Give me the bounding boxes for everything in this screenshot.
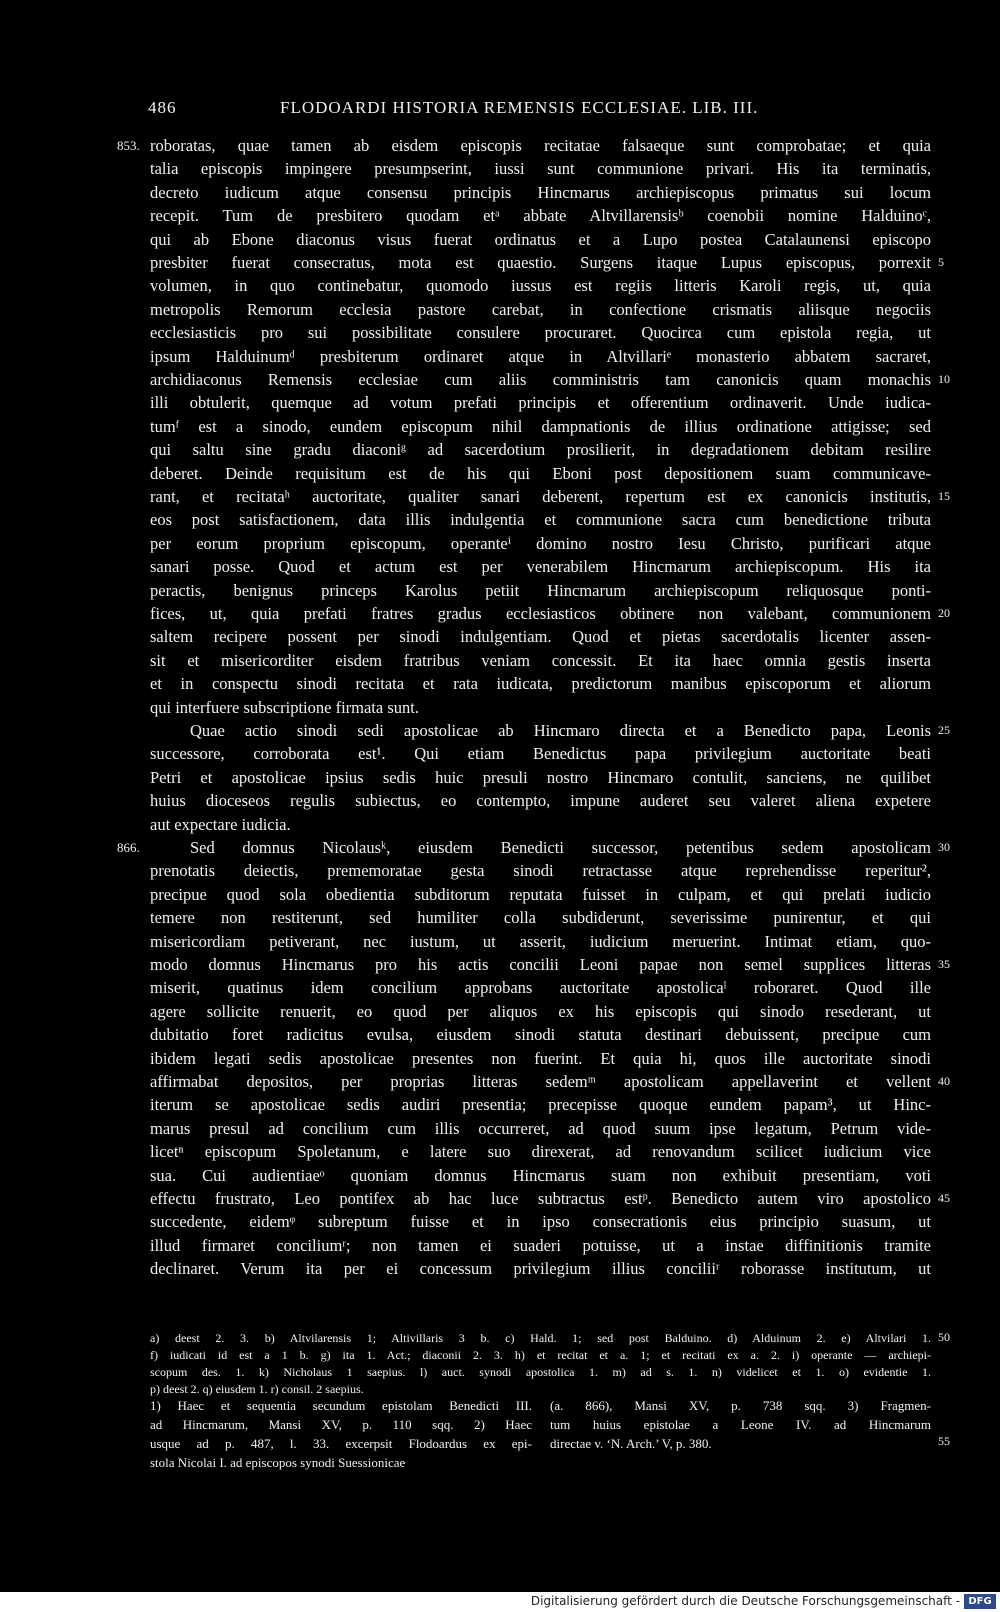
line-number: 5: [938, 255, 944, 269]
body-line: huius dioceseos regulis subiectus, eo contempto, impune auderet seu valeret aliena expetere: [150, 791, 931, 811]
body-line: recepit. Tum de presbitero quodam etᵃ abbate Altvillarensisᵇ coenobii nomine Halduinoᶜ,: [150, 206, 931, 226]
body-line: qui ab Ebone diaconus visus fuerat ordinatus et a Lupo postea Catalaunensi episcopo: [150, 229, 931, 249]
body-line: Sed domnus Nicolausᵏ, eiusdem Benedicti successor, petentibus sedem apostolicam: [190, 838, 931, 857]
line-number: 40: [938, 1074, 950, 1088]
body-line: rant, et recitataʰ auctoritate, qualiter sanari deberent, repertum est ex canonicis institutis,: [150, 487, 931, 506]
body-line: marus presul ad concilium cum illis occurreret, ad quod suum ipse legatum, Petrum vide-: [150, 1118, 931, 1138]
critical-apparatus-line: p) deest 2. q) eiusdem 1. r) consil. 2 saepius.: [150, 1382, 364, 1396]
body-line: roboratas, quae tamen ab eisdem episcopis recitatae falsaeque sunt comprobatae; et quia: [150, 136, 931, 155]
body-line: archidiaconus Remensis ecclesiae cum aliis comministris tam canonicis quam monachis: [150, 370, 931, 389]
body-line: presbiter fuerat consecratus, mota est quaestio. Surgens itaque Lupus episcopus, porrexit: [150, 253, 931, 272]
source-note-left: usque ad p. 487, l. 33. excerpsit Flodoardus ex epi-: [150, 1436, 532, 1451]
body-line: qui saltu sine gradu diaconiᵍ ad sacerdotium prosilierit, in degradationem debitam resilire: [150, 440, 931, 460]
line-number: 30: [938, 840, 950, 854]
source-note-right: tum huius epistolae a Leone IV. ad Hincmarum: [550, 1417, 931, 1432]
body-line: decreto iudicum atque consensu principis Hincmarus archiepiscopus primatus sui locum: [150, 182, 931, 202]
body-line: ipsum Halduinumᵈ presbiterum ordinaret atque in Altvillariᵉ monasterio abbatem sacraret,: [150, 346, 931, 366]
body-line: fices, ut, quia prefati fratres gradus ecclesiasticos obtinere non valebant, communionem: [150, 604, 931, 623]
body-line: miserit, quatinus idem concilium approbans auctoritate apostolicaˡ roboraret. Quod ille: [150, 978, 931, 998]
body-line: Quae actio sinodi sedi apostolicae ab Hincmaro directa et a Benedicto papa, Leonis: [190, 721, 931, 740]
body-line: prenotatis deiectis, prememoratae gesta sinodi retractasse atque reprehendisse reperitur²,: [150, 861, 931, 881]
body-line: iterum se apostolicae sedis audiri presentia; precepisse quoque eundem papam³, ut Hinc-: [150, 1095, 931, 1115]
line-number: 35: [938, 957, 950, 971]
body-line: aut expectare iudicia.: [150, 814, 291, 834]
line-number: 55: [938, 1434, 950, 1448]
body-line: illi obtulerit, quemque ad votum prefati principis et offerentium ordinaverit. Unde iudica-: [150, 393, 931, 413]
source-note-left: stola Nicolai I. ad episcopos synodi Suessionicae: [150, 1455, 406, 1470]
margin-year: 866.: [117, 840, 140, 855]
body-line: modo domnus Hincmarus pro his actis concilii Leoni papae non semel supplices litteras: [150, 955, 931, 974]
line-number: 25: [938, 723, 950, 737]
body-line: deberet. Deinde requisitum est de his qui Eboni post depositionem suam communicave-: [150, 463, 931, 483]
body-line: et in conspectu sinodi recitata et rata iudicata, predictorum manibus episcoporum et aliorum: [150, 674, 931, 694]
body-line: ibidem legati sedis apostolicae presentes non fuerint. Et quia hi, quos ille auctoritate sinodi: [150, 1048, 931, 1068]
body-line: declinaret. Verum ita per ei concessum privilegium illius conciliiʳ roborasse institutum, ut: [150, 1259, 931, 1279]
body-line: illud firmaret conciliumʳ; non tamen ei suaderi potuisse, ut a instae diffinitionis tramite: [150, 1235, 931, 1255]
critical-apparatus-line: scopum des. 1. k) Nicholaus 1 saepius. l) auct. synodi apostolica 1. m) ad s. 1. n) videlicet et 1. o) evidentie 1.: [150, 1365, 931, 1379]
line-number: 50: [938, 1330, 950, 1344]
critical-apparatus-line: a) deest 2. 3. b) Altvilarensis 1; Altivillaris 3 b. c) Hald. 1; sed post Balduino. d) Alduinum 2. e) Altvilari 1.: [150, 1331, 931, 1345]
source-note-right: (a. 866), Mansi XV, p. 738 sqq. 3) Fragmen-: [550, 1398, 931, 1413]
line-number: 10: [938, 372, 950, 386]
body-line: dubitatio foret radicitus evulsa, eiusdem sinodi statuta destinari debuissent, precipue cum: [150, 1025, 931, 1045]
body-line: sanari posse. Quod et actum est per venerabilem Hincmarum archiepiscopum. His ita: [150, 557, 931, 577]
margin-year: 853.: [117, 138, 140, 153]
body-line: Petri et apostolicae ipsius sedis huic presuli nostro Hincmaro contulit, sanciens, ne quilibet: [150, 767, 931, 787]
credit-bar: [0, 1592, 1000, 1612]
line-number: 15: [938, 489, 950, 503]
body-line: per eorum proprium episcopum, operanteⁱ domino nostro Iesu Christo, purificari atque: [150, 533, 931, 553]
body-line: succedente, eidemᵠ subreptum fuisse et in ipso consecrationis eius principio suasum, ut: [150, 1212, 931, 1232]
body-line: sit et misericorditer eisdem fratribus veniam concessit. Et ita haec omnia gestis inserta: [150, 650, 931, 670]
body-line: agere sollicite renuerit, eo quod per aliquos ex his episcopis qui sinodo resederant, ut: [150, 1001, 931, 1021]
source-note-left: ad Hincmarum, Mansi XV, p. 110 sqq. 2) Haec: [150, 1417, 532, 1432]
body-line: tumᶠ est a sinodo, eundem episcopum nihil dampnationis de illius ordinatione attigisse; sed: [150, 416, 931, 436]
line-number: 20: [938, 606, 950, 620]
body-line: talia episcopis impingere presumpserint, iussi sunt communione privari. His ita terminatis,: [150, 159, 931, 179]
source-note-left: 1) Haec et sequentia secundum epistolam Benedicti III.: [150, 1398, 532, 1413]
running-title: FLODOARDI HISTORIA REMENSIS ECCLESIAE. LIB. III.: [280, 98, 759, 117]
body-line: licetⁿ episcopum Spoletanum, e latere suo direxerat, ad renovandum scilicet iudicium vice: [150, 1142, 931, 1162]
body-line: qui interfuere subscriptione firmata sunt.: [150, 697, 419, 717]
body-line: precipue quod sola obedientia subditorum reputata fuisset in culpam, et qui prelati iudicio: [150, 884, 931, 904]
body-line: temere non restiterunt, sed humiliter colla subdiderunt, severissime punirentur, et qui: [150, 908, 931, 928]
page-number: 486: [148, 98, 177, 117]
body-line: volumen, in quo continebatur, quomodo iussus est regiis litteris Karoli regis, ut, quia: [150, 276, 931, 296]
body-line: successore, corroborata est¹. Qui etiam Benedictus papa privilegium auctoritate beati: [150, 744, 931, 764]
dfg-logo: DFG: [964, 1594, 996, 1609]
body-line: metropolis Remorum ecclesia pastore carebat, in confectione crismatis aliisque negociis: [150, 299, 931, 319]
source-note-right: directae v. ‘N. Arch.’ V, p. 380.: [550, 1436, 712, 1451]
body-line: saltem recipere possent per sinodi indulgentiam. Quod et pietas sacerdotalis licenter assen-: [150, 627, 931, 647]
body-line: affirmabat depositos, per proprias litteras sedemᵐ apostolicam appellaverint et vellent: [150, 1072, 931, 1091]
body-line: effectu frustrato, Leo pontifex ab hac luce subtractus estᵖ. Benedicto autem viro apostolico: [150, 1189, 931, 1208]
critical-apparatus-line: f) iudicati id est a 1 b. g) ita 1. Act.; diaconii 2. 3. h) et recitat et a. 1; et recitati ex a. 2. i) operante — archiepi-: [150, 1348, 931, 1362]
body-line: eos post satisfactionem, data illis indulgentia et communione sacra cum benedictione tributa: [150, 510, 931, 530]
body-line: sua. Cui audientiaeᵒ quoniam domnus Hincmarus suam non exhibuit presentiam, voti: [150, 1165, 931, 1185]
body-line: misericordiam petiverant, nec iustum, ut asserit, iudicium meruerint. Intimat etiam, quo-: [150, 931, 931, 951]
line-number: 45: [938, 1191, 950, 1205]
body-line: ecclesiasticis pro sui possibilitate consulere procuraret. Quocirca cum epistola regia, ut: [150, 323, 931, 343]
body-line: peractis, benignus princeps Karolus petiit Hincmarum archiepiscopum reliquosque ponti-: [150, 580, 931, 600]
credit-text: Digitalisierung gefördert durch die Deutsche Forschungsgemeinschaft -: [530, 1594, 960, 1608]
